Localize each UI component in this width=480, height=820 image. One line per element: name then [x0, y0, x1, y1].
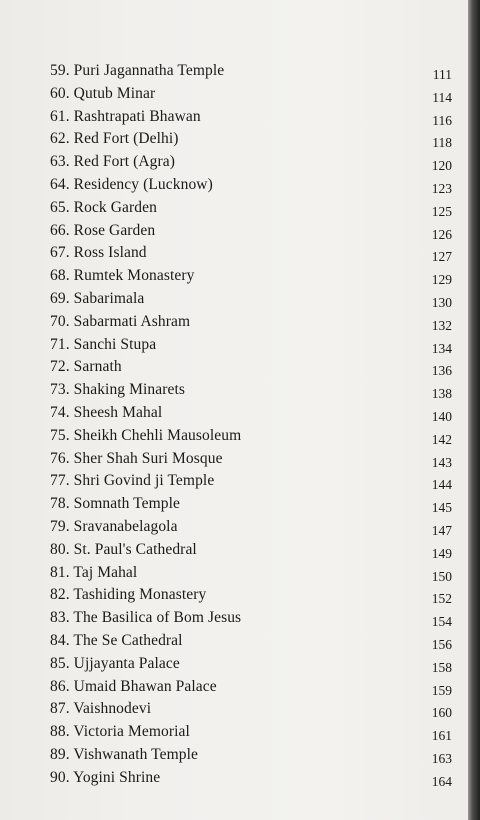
toc-entry-title: 82. Tashiding Monastery — [50, 586, 207, 604]
toc-entry-page-number: 160 — [431, 705, 452, 721]
toc-entry-page-number: 158 — [431, 659, 452, 675]
toc-entry-page-number: 116 — [432, 112, 452, 128]
toc-entry — [50, 584, 460, 607]
toc-entry-page-number: 118 — [432, 135, 452, 151]
toc-entry-title: 77. Shri Govind ji Temple — [50, 472, 215, 490]
toc-entry-title: 59. Puri Jagannatha Temple — [50, 62, 225, 79]
toc-entry-page-number: 129 — [431, 272, 452, 288]
toc-entry — [50, 676, 460, 699]
toc-entry-page-number: 136 — [431, 363, 452, 379]
toc-entry-title: 83. The Basilica of Bom Jesus — [50, 609, 242, 627]
toc-entry-title: 71. Sanchi Stupa — [50, 335, 157, 353]
toc-entry — [50, 630, 460, 653]
toc-entry-page-number: 152 — [431, 591, 452, 607]
toc-entry-title: 74. Sheesh Mahal — [50, 403, 163, 421]
toc-entry-page-number: 143 — [431, 454, 452, 470]
toc-entry-title: 86. Umaid Bhawan Palace — [50, 677, 217, 695]
toc-entry-title: 72. Sarnath — [50, 358, 122, 376]
toc-entry-page-number: 149 — [431, 545, 452, 561]
toc-entry-page-number: 142 — [431, 431, 452, 447]
toc-entry-title: 67. Ross Island — [50, 244, 147, 262]
toc-entry-page-number: 154 — [431, 614, 452, 630]
toc-entry-title: 90. Yogini Shrine — [50, 768, 161, 786]
toc-entry-title: 65. Rock Garden — [50, 198, 157, 216]
toc-entry-page-number: 125 — [431, 203, 452, 219]
toc-entry — [50, 539, 460, 562]
toc-entry — [50, 128, 460, 151]
toc-entry — [50, 60, 460, 83]
toc-entry — [50, 721, 460, 744]
toc-entry — [50, 607, 460, 630]
toc-entry — [50, 197, 460, 220]
toc-entry — [50, 334, 460, 357]
toc-entry-title: 75. Sheikh Chehli Mausoleum — [50, 426, 242, 444]
toc-entry-page-number: 120 — [431, 158, 452, 174]
toc-entry-title: 79. Sravanabelagola — [50, 517, 178, 535]
toc-entry — [50, 653, 460, 676]
toc-entry — [50, 448, 460, 471]
toc-entry-page-number: 163 — [431, 750, 452, 766]
toc-entry — [50, 470, 460, 493]
toc-entry — [50, 242, 460, 265]
toc-entry — [50, 106, 460, 129]
toc-entry-title: 73. Shaking Minarets — [50, 381, 186, 399]
toc-entry-page-number: 132 — [431, 317, 452, 333]
toc-entry-page-number: 114 — [432, 89, 452, 105]
toc-entry-page-number: 144 — [431, 477, 452, 493]
toc-entry — [50, 493, 460, 516]
toc-entry — [50, 767, 460, 790]
toc-entry-title: 70. Sabarmati Ashram — [50, 312, 191, 330]
toc-entry-title: 62. Red Fort (Delhi) — [50, 130, 179, 148]
toc-entry-page-number: 150 — [431, 568, 452, 584]
toc-entry-page-number: 126 — [431, 226, 452, 242]
toc-entry — [50, 311, 460, 334]
toc-entry-title: 68. Rumtek Monastery — [50, 267, 195, 285]
toc-entry-page-number: 130 — [431, 294, 452, 310]
toc-entry — [50, 288, 460, 311]
table-of-contents — [50, 60, 460, 790]
toc-entry — [50, 562, 460, 585]
toc-entry — [50, 402, 460, 425]
toc-entry-page-number: 111 — [432, 67, 452, 82]
toc-entry-page-number: 159 — [431, 682, 452, 698]
toc-entry-title: 60. Qutub Minar — [50, 84, 156, 102]
toc-entry — [50, 379, 460, 402]
toc-entry-page-number: 140 — [431, 408, 452, 424]
toc-entry-page-number: 138 — [431, 386, 452, 402]
toc-entry-title: 76. Sher Shah Suri Mosque — [50, 449, 223, 467]
toc-entry-title: 89. Vishwanath Temple — [50, 745, 199, 763]
toc-entry-title: 66. Rose Garden — [50, 221, 156, 239]
toc-entry — [50, 265, 460, 288]
toc-entry-title: 85. Ujjayanta Palace — [50, 654, 180, 672]
toc-entry — [50, 220, 460, 243]
toc-entry-title: 88. Victoria Memorial — [50, 723, 190, 741]
toc-entry-page-number: 134 — [431, 340, 452, 356]
toc-entry-page-number: 147 — [431, 522, 452, 538]
toc-entry-page-number: 164 — [431, 773, 452, 789]
toc-entry-page-number: 161 — [431, 728, 452, 744]
toc-entry — [50, 151, 460, 174]
toc-entry-title: 61. Rashtrapati Bhawan — [50, 107, 201, 125]
toc-entry-title: 84. The Se Cathedral — [50, 631, 183, 649]
toc-entry-page-number: 123 — [431, 180, 452, 196]
toc-entry-title: 63. Red Fort (Agra) — [50, 153, 176, 171]
toc-entry-title: 69. Sabarimala — [50, 289, 145, 307]
toc-entry — [50, 83, 460, 106]
toc-entry — [50, 425, 460, 448]
toc-entry-title: 64. Residency (Lucknow) — [50, 175, 213, 193]
toc-entry-page-number: 145 — [431, 500, 452, 516]
toc-entry-title: 78. Somnath Temple — [50, 495, 181, 513]
toc-entry — [50, 744, 460, 767]
toc-entry-title: 87. Vaishnodevi — [50, 700, 152, 718]
toc-entry — [50, 356, 460, 379]
toc-entry-page-number: 127 — [431, 249, 452, 265]
toc-entry-title: 80. St. Paul's Cathedral — [50, 540, 197, 558]
page-edge-shadow — [468, 0, 480, 820]
toc-entry — [50, 516, 460, 539]
toc-entry — [50, 698, 460, 721]
toc-entry-title: 81. Taj Mahal — [50, 563, 138, 581]
toc-entry — [50, 174, 460, 197]
toc-entry-page-number: 156 — [431, 636, 452, 652]
